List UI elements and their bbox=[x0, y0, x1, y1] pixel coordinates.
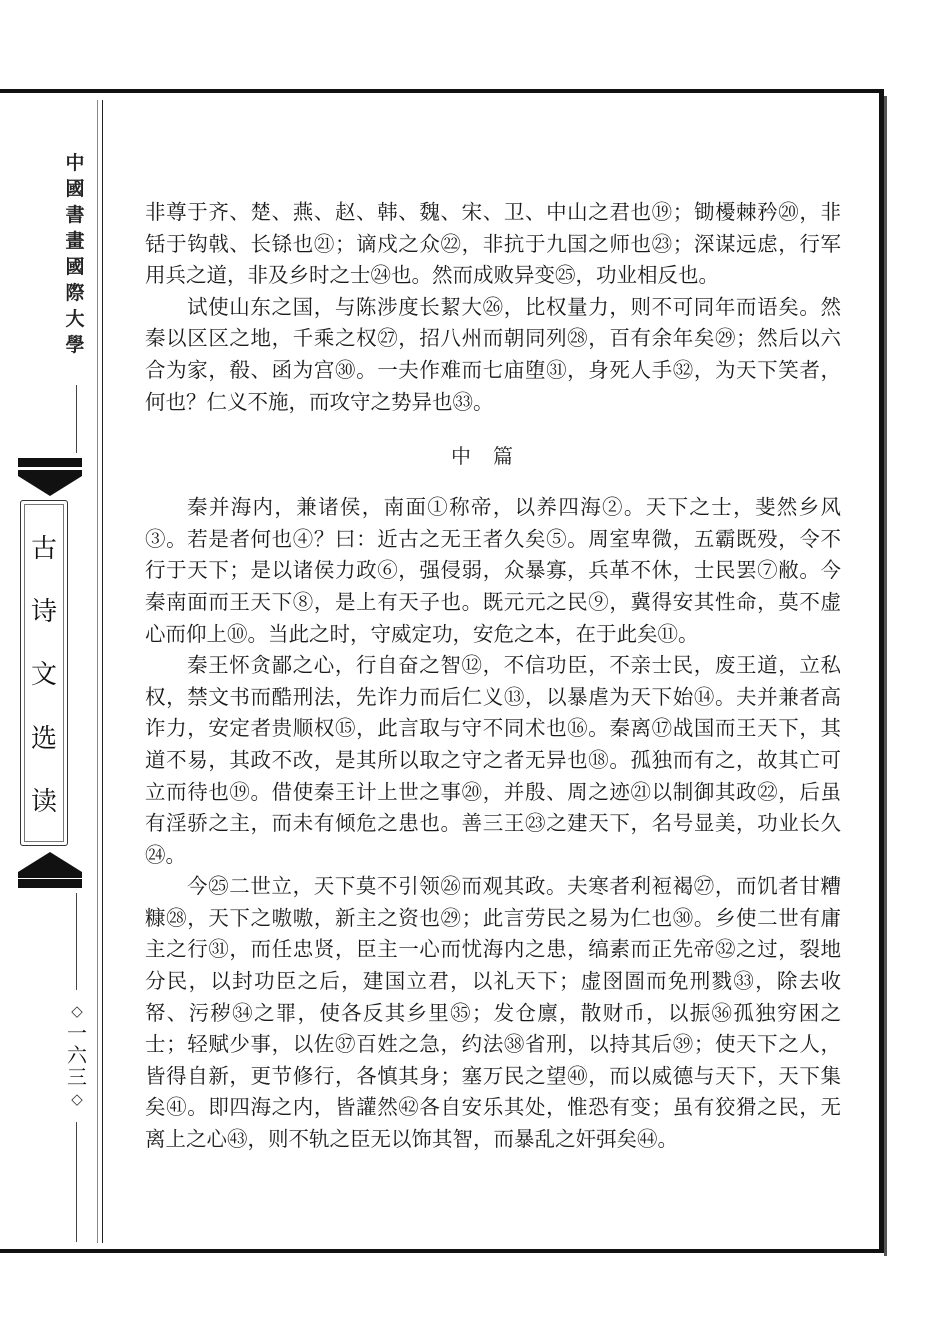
book-title-char: 古 bbox=[30, 534, 57, 565]
frame-shadow bbox=[884, 96, 887, 1256]
school-char: 書 bbox=[65, 204, 85, 226]
sidebar-divider bbox=[76, 385, 77, 453]
page-number-char: 一 bbox=[67, 1021, 87, 1045]
school-char: 學 bbox=[65, 334, 85, 356]
title-bottom-bar bbox=[18, 879, 82, 888]
paragraph: 试使山东之国，与陈涉度长絜大㉖，比权量力，则不可同年而语矣。然秦以区区之地，千乘之权㉗，招八州而朝同列㉘，百有余年矣㉙；然后以六合为家，殽、函为宫㉚。一夫作难而七庙堕㉛，身死人手㉜，为天下笑者，何也？仁义不施，而攻守之势异也㉝。 bbox=[145, 294, 841, 414]
school-char: 國 bbox=[65, 178, 85, 200]
book-title-vertical bbox=[20, 500, 68, 846]
margin-rule bbox=[97, 100, 98, 1243]
school-char: 畫 bbox=[65, 230, 85, 252]
school-char: 際 bbox=[65, 282, 85, 304]
school-name-vertical bbox=[55, 150, 95, 358]
title-top-bar bbox=[18, 458, 82, 467]
diamond-icon: ◇ bbox=[71, 1090, 83, 1108]
diamond-icon: ◇ bbox=[71, 1002, 83, 1020]
book-title-char: 读 bbox=[30, 786, 57, 817]
inner-rule bbox=[102, 100, 103, 1243]
page-number-char: 六 bbox=[67, 1043, 87, 1067]
book-title-char: 诗 bbox=[30, 597, 57, 628]
section-heading: 中篇 bbox=[451, 444, 535, 469]
paragraph: 非尊于齐、楚、燕、赵、韩、魏、宋、卫、中山之君也⑲；锄櫌棘矜⑳，非铦于钩戟、长铩也㉑；谪戍之众㉒，非抗于九国之师也㉓；深谋远虑，行军用兵之道，非及乡时之士㉔也。然而成败异变㉕，功业相反也。 bbox=[145, 200, 841, 288]
sidebar-divider bbox=[76, 893, 77, 990]
school-char: 中 bbox=[65, 152, 85, 174]
school-char: 大 bbox=[65, 308, 85, 330]
book-title-char: 选 bbox=[30, 723, 57, 754]
frame-bottom-border bbox=[0, 1249, 884, 1253]
school-char: 國 bbox=[65, 256, 85, 278]
main-text bbox=[145, 197, 841, 1156]
sidebar-divider bbox=[76, 1122, 77, 1242]
title-bottom-chevron bbox=[18, 848, 82, 878]
frame-top-border bbox=[0, 89, 884, 93]
page-number-char: 三 bbox=[67, 1065, 87, 1089]
paragraph: 秦并海内，兼诸侯，南面①称帝，以养四海②。天下之士，斐然乡风③。若是者何也④？曰：近古之无王者久矣⑤。周室卑微，五霸既殁，令不行于天下；是以诸侯力政⑥，强侵弱，众暴寡，兵革不休，士民罢⑦敝。今秦南面而王天下⑧，是上有天子也。既元元之民⑨，冀得安其性命，莫不虚心而仰上⑩。当此之时，守威定功，安危之本，在于此矣⑪。 bbox=[145, 495, 841, 646]
page-number-vertical bbox=[62, 1000, 92, 1110]
paragraph: 秦王怀贪鄙之心，行自奋之智⑫，不信功臣，不亲士民，废王道，立私权，禁文书而酷刑法，先诈力而后仁义⑬，以暴虐为天下始⑭。夫并兼者高诈力，安定者贵顺权⑮，此言取与守不同术也⑯。秦离⑰战国而王天下，其道不易，其政不改，是其所以取之守之者无异也⑱。孤独而有之，故其亡可立而待也⑲。借使秦王计上世之事⑳，并殷、周之迹㉑以制御其政㉒，后虽有淫骄之主，而未有倾危之患也。善三王㉓之建天下，名号显美，功业长久㉔。 bbox=[145, 653, 841, 867]
title-top-chevron bbox=[18, 470, 82, 500]
book-title-char: 文 bbox=[30, 660, 57, 691]
paragraph: 今㉕二世立，天下莫不引领㉖而观其政。夫寒者利裋褐㉗，而饥者甘糟糠㉘，天下之嗷嗷，新主之资也㉙；此言劳民之易为仁也㉚。乡使二世有庸主之行㉛，而任忠贤，臣主一心而忧海内之患，缟素而正先帝㉜之过，裂地分民，以封功臣之后，建国立君，以礼天下；虚囹圄而免刑戮㉝，除去收帑、污秽㉞之罪，使各反其乡里㉟；发仓廪，散财币，以振㊱孤独穷困之士；轻赋少事，以佐㊲百姓之急，约法㊳省刑，以持其后㊴；使天下之人，皆得自新，更节修行，各慎其身；塞万民之望㊵，而以威德与天下，天下集矣㊶。即四海之内，皆讙然㊷各自安乐其处，惟恐有变；虽有狡猾之民，无离上之心㊸，则不轨之臣无以饰其智，而暴乱之奸弭矣㊹。 bbox=[145, 874, 841, 1152]
